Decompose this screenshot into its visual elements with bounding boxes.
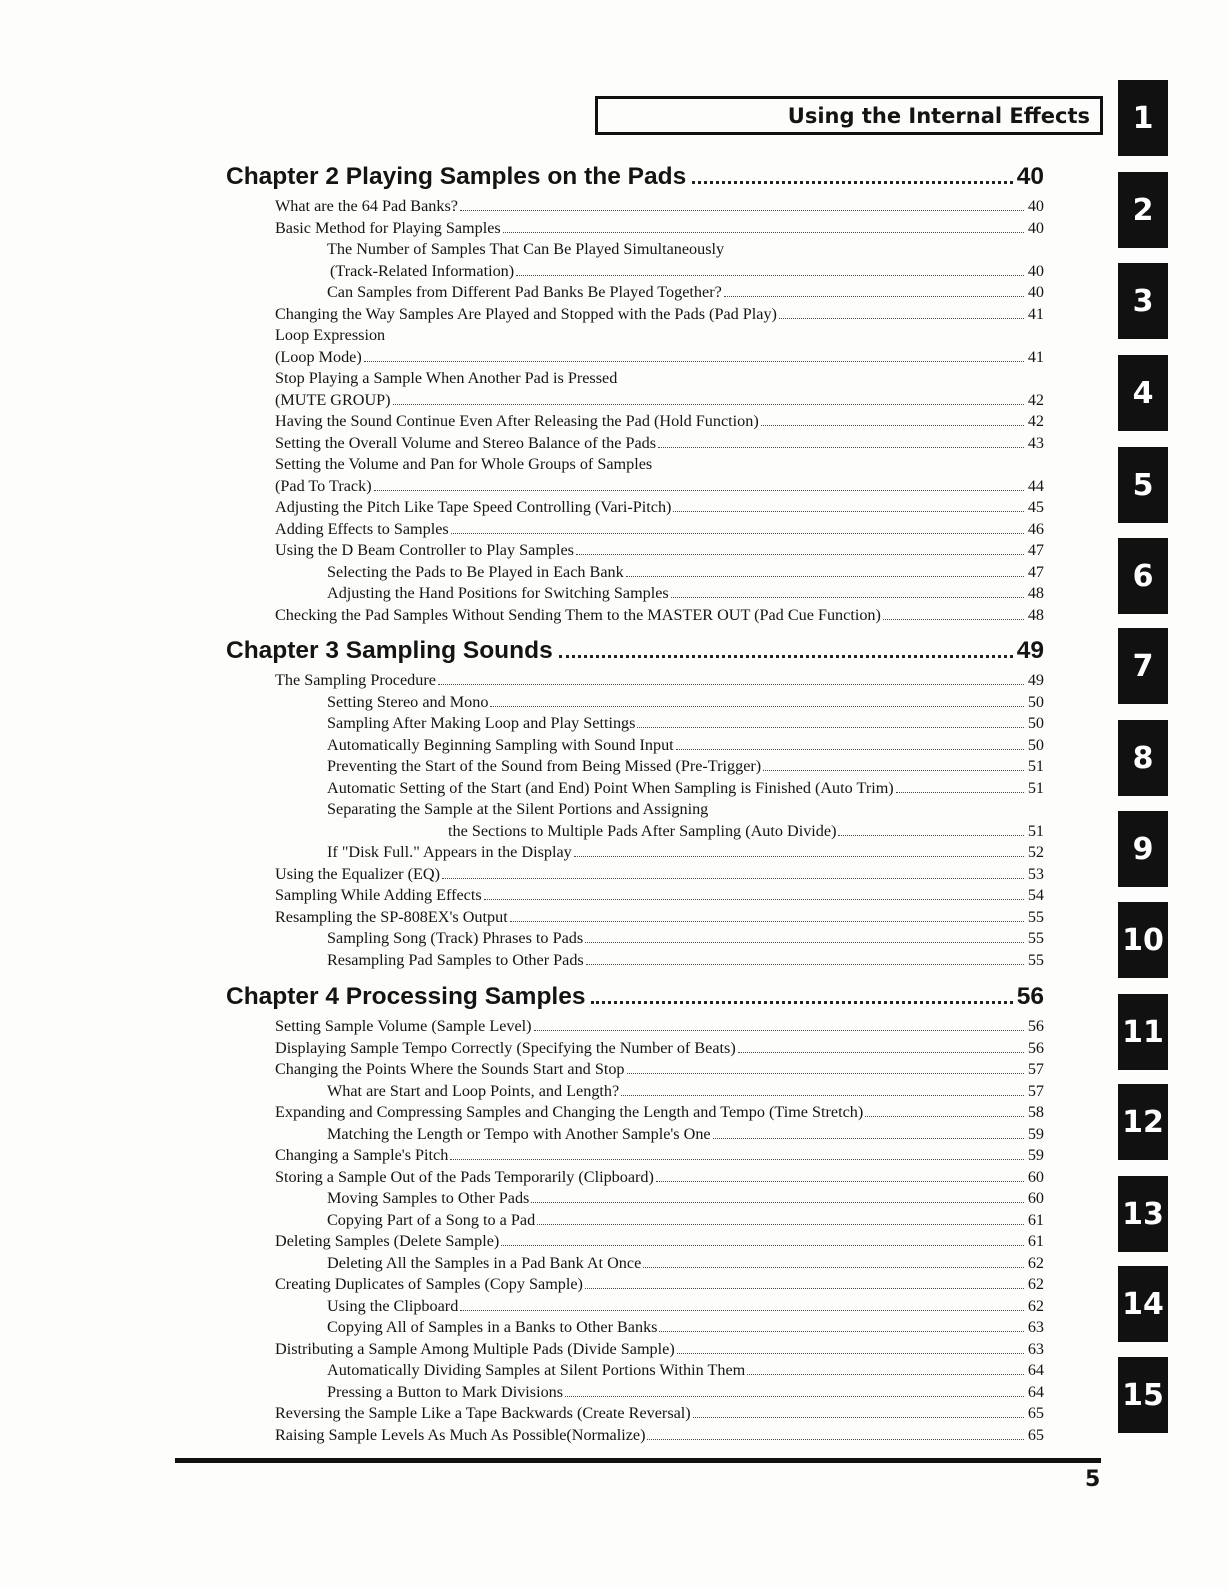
toc-entry-page: 62 — [1027, 1296, 1044, 1315]
toc-entry-text: (MUTE GROUP) — [275, 390, 391, 409]
toc-entry-text: Adjusting the Hand Positions for Switching Samples — [327, 584, 669, 602]
toc-entry-page: 47 — [1027, 541, 1044, 559]
dot-leader — [643, 1267, 1024, 1268]
toc-entry-list — [226, 196, 1044, 626]
toc-entry-text: Deleting All the Samples in a Pad Bank At Once — [327, 1253, 642, 1272]
toc-entry-page: 62 — [1027, 1275, 1044, 1293]
chapter-tab-9: 9 — [1118, 811, 1168, 887]
toc-entry-text: Changing a Sample's Pitch — [275, 1146, 449, 1164]
toc-entry[interactable] — [226, 1339, 1044, 1361]
toc-entry-text: Reversing the Sample Like a Tape Backwards (Create Reversal) — [275, 1404, 691, 1422]
dot-leader — [451, 533, 1024, 534]
toc-entry-page: 60 — [1027, 1189, 1044, 1207]
toc-entry-text: Raising Sample Levels As Much As Possible(Normalize) — [275, 1425, 646, 1444]
chapter-heading-title: Chapter 2 Playing Samples on the Pads — [226, 163, 687, 190]
dot-leader — [364, 361, 1024, 362]
dot-leader — [503, 232, 1024, 233]
toc-entry[interactable] — [226, 540, 1044, 562]
toc-entry[interactable] — [226, 1317, 1044, 1339]
dot-leader — [450, 1159, 1024, 1160]
dot-leader — [585, 1288, 1024, 1289]
toc-entry[interactable] — [226, 842, 1044, 864]
toc-entry-text: Preventing the Start of the Sound from Being Missed (Pre-Trigger) — [327, 757, 762, 775]
toc-entry-page: 57 — [1027, 1081, 1044, 1100]
toc-entry[interactable] — [226, 1253, 1044, 1275]
toc-entry[interactable] — [226, 1274, 1044, 1296]
chapter-tab-1: 1 — [1118, 80, 1168, 156]
toc-entry[interactable] — [226, 1081, 1044, 1103]
toc-entry-text: Checking the Pad Samples Without Sending Them to the MASTER OUT (Pad Cue Function) — [275, 605, 881, 624]
toc-entry-text: Copying Part of a Song to a Pad — [327, 1210, 536, 1229]
toc-entry-page: 48 — [1027, 584, 1044, 602]
toc-entry-text: The Number of Samples That Can Be Played Simultaneously — [327, 240, 725, 258]
toc-entry-page: 57 — [1027, 1060, 1044, 1078]
toc-entry-text: Can Samples from Different Pad Banks Be Played Together? — [327, 283, 722, 301]
toc-entry-page: 61 — [1027, 1232, 1044, 1250]
chapter-tab-3: 3 — [1118, 263, 1168, 339]
toc-entry-page: 56 — [1027, 1038, 1044, 1057]
chapter-tab-13: 13 — [1118, 1176, 1168, 1252]
dot-leader — [565, 1396, 1024, 1397]
toc-entry-page: 46 — [1027, 519, 1044, 538]
toc-entry-page: 45 — [1027, 498, 1044, 516]
toc-entry[interactable] — [226, 1425, 1044, 1447]
toc-entry[interactable] — [226, 1167, 1044, 1189]
section-header-title: Using the Internal Effects — [787, 103, 1090, 128]
toc-entry-text: Adding Effects to Samples — [275, 519, 449, 538]
toc-entry-page: 40 — [1027, 197, 1044, 215]
chapter-tab-14: 14 — [1118, 1266, 1168, 1342]
toc-chapter — [226, 634, 1044, 971]
toc-entry-text: What are the 64 Pad Banks? — [275, 197, 458, 215]
dot-leader — [484, 899, 1024, 900]
toc-chapter — [226, 980, 1044, 1446]
dot-leader — [763, 770, 1024, 771]
toc-entry[interactable] — [226, 1145, 1044, 1167]
toc-entry-text: Using the D Beam Controller to Play Samples — [275, 541, 574, 559]
toc-entry-text: Automatic Setting of the Start (and End) Point When Sampling is Finished (Auto Trim) — [327, 778, 894, 797]
toc-entry[interactable] — [226, 907, 1044, 929]
dot-leader — [659, 1331, 1024, 1332]
toc-entry-text: Selecting the Pads to Be Played in Each Bank — [327, 562, 624, 581]
toc-entry-text: Copying All of Samples in a Banks to Other Banks — [327, 1318, 658, 1336]
chapter-heading[interactable] — [226, 634, 1044, 668]
toc-entry[interactable] — [226, 1403, 1044, 1425]
toc-entry-page: 50 — [1027, 692, 1044, 711]
toc-entry[interactable] — [226, 864, 1044, 886]
toc-entry-page: 51 — [1027, 821, 1044, 840]
dot-leader — [460, 1310, 1024, 1311]
toc-entry-text: Sampling While Adding Effects — [275, 886, 482, 904]
dot-leader — [586, 964, 1024, 965]
toc-entry[interactable] — [226, 1382, 1044, 1404]
toc-entry-page: 59 — [1027, 1124, 1044, 1143]
toc-entry-text: Separating the Sample at the Silent Portions and Assigning — [327, 800, 709, 818]
toc-entry-text: Changing the Points Where the Sounds Start and Stop — [275, 1060, 625, 1078]
chapter-tab-8: 8 — [1118, 720, 1168, 796]
toc-entry-page: 62 — [1027, 1253, 1044, 1272]
toc-entry[interactable] — [226, 196, 1044, 218]
footer-rule — [175, 1458, 1101, 1463]
toc-entry-text: Matching the Length or Tempo with Another Sample's One — [327, 1124, 711, 1143]
chapter-page-number: 40 — [1016, 163, 1044, 190]
toc-entry-page: 64 — [1027, 1382, 1044, 1401]
toc-entry[interactable] — [226, 476, 1044, 498]
toc-entry-page: 41 — [1027, 304, 1044, 323]
toc-entry-text: Automatically Beginning Sampling with Sound Input — [327, 735, 674, 754]
toc-entry[interactable] — [226, 1188, 1044, 1210]
toc-entry[interactable] — [226, 713, 1044, 735]
toc-entry-page: 65 — [1027, 1425, 1044, 1444]
toc-entry[interactable] — [226, 670, 1044, 692]
dot-leader — [374, 490, 1024, 491]
dot-leader — [438, 684, 1024, 685]
dot-leader — [676, 749, 1024, 750]
toc-entry-page: 65 — [1027, 1404, 1044, 1422]
toc-entry[interactable] — [226, 368, 1044, 390]
toc-entry[interactable] — [226, 1016, 1044, 1038]
toc-entry[interactable] — [226, 1296, 1044, 1318]
dot-leader — [460, 210, 1024, 211]
dot-leader — [637, 727, 1024, 728]
toc-entry-text: Setting Sample Volume (Sample Level) — [275, 1017, 532, 1035]
toc-entry-text: Basic Method for Playing Samples — [275, 218, 501, 237]
dot-leader — [883, 619, 1024, 620]
toc-chapter — [226, 160, 1044, 626]
toc-entry-text: Resampling Pad Samples to Other Pads — [327, 950, 584, 969]
toc-entry[interactable] — [226, 1059, 1044, 1081]
toc-entry-page: 54 — [1027, 886, 1044, 904]
dot-leader — [501, 1245, 1024, 1246]
chapter-heading[interactable] — [226, 160, 1044, 194]
chapter-tab-10: 10 — [1118, 902, 1168, 978]
toc-entry-text: Changing the Way Samples Are Played and Stopped with the Pads (Pad Play) — [275, 304, 777, 323]
dot-leader — [656, 1181, 1024, 1182]
toc-entry-page: 40 — [1027, 283, 1044, 301]
toc-entry[interactable] — [226, 735, 1044, 757]
toc-entry-text: Adjusting the Pitch Like Tape Speed Controlling (Vari-Pitch) — [275, 498, 672, 516]
toc-entry-text: Resampling the SP-808EX's Output — [275, 907, 508, 926]
dot-leader — [442, 878, 1024, 879]
section-header — [595, 96, 1103, 135]
toc-entry[interactable] — [226, 821, 1044, 843]
toc-entry-page: 50 — [1027, 735, 1044, 754]
chapter-tab-4: 4 — [1118, 355, 1168, 431]
dot-leader — [738, 1052, 1024, 1053]
toc-entry-text: The Sampling Procedure — [275, 671, 436, 689]
toc-entry[interactable] — [226, 928, 1044, 950]
toc-entry[interactable] — [226, 1231, 1044, 1253]
toc-entry[interactable] — [226, 583, 1044, 605]
dot-leader — [677, 1353, 1024, 1354]
toc-entry-page: 50 — [1027, 714, 1044, 732]
dot-leader — [591, 1001, 1012, 1004]
toc-entry-page: 56 — [1027, 1017, 1044, 1035]
toc-entry[interactable] — [226, 454, 1044, 476]
toc-entry-page: 58 — [1027, 1103, 1044, 1121]
dot-leader — [671, 597, 1024, 598]
toc-entry[interactable] — [226, 390, 1044, 412]
toc-entry[interactable] — [226, 1360, 1044, 1382]
toc-entry-text: Setting Stereo and Mono — [327, 692, 489, 711]
dot-leader — [559, 655, 1013, 658]
chapter-heading-title: Chapter 3 Sampling Sounds — [226, 637, 553, 664]
chapter-tab-7: 7 — [1118, 628, 1168, 704]
dot-leader — [621, 1095, 1024, 1096]
toc-entry[interactable] — [226, 282, 1044, 304]
toc-entry-page: 63 — [1027, 1318, 1044, 1336]
toc-entry[interactable] — [226, 799, 1044, 821]
dot-leader — [510, 921, 1024, 922]
toc-entry[interactable] — [226, 433, 1044, 455]
toc-entry-text: (Track-Related Information) — [330, 261, 515, 280]
toc-entry[interactable] — [226, 497, 1044, 519]
toc-entry[interactable] — [226, 885, 1044, 907]
toc-entry-text: Distributing a Sample Among Multiple Pads (Divide Sample) — [275, 1339, 675, 1358]
page-number: 5 — [1085, 1467, 1101, 1492]
chapter-heading[interactable] — [226, 980, 1044, 1014]
dot-leader — [865, 1116, 1024, 1117]
toc-entry-page: 40 — [1027, 218, 1044, 237]
toc-entry-page: 61 — [1027, 1210, 1044, 1229]
toc-entry-text: Stop Playing a Sample When Another Pad is Pressed — [275, 369, 618, 387]
toc-entry-page: 52 — [1027, 843, 1044, 861]
toc-entry-text: Setting the Volume and Pan for Whole Groups of Samples — [275, 455, 653, 473]
dot-leader — [647, 1439, 1024, 1440]
dot-leader — [673, 511, 1024, 512]
toc-entry[interactable] — [226, 239, 1044, 261]
toc-entry[interactable] — [226, 304, 1044, 326]
toc-entry-text: Setting the Overall Volume and Stereo Balance of the Pads — [275, 433, 657, 452]
chapter-page-number: 49 — [1016, 637, 1044, 664]
toc-entry[interactable] — [226, 411, 1044, 433]
toc-entry[interactable] — [226, 347, 1044, 369]
toc-entry-page: 42 — [1027, 412, 1044, 430]
toc-entry-page: 59 — [1027, 1146, 1044, 1164]
chapter-tab-15: 15 — [1118, 1357, 1168, 1433]
toc-entry-text: Pressing a Button to Mark Divisions — [327, 1382, 564, 1401]
toc-entry[interactable] — [226, 692, 1044, 714]
toc-entry-text: Storing a Sample Out of the Pads Temporarily (Clipboard) — [275, 1167, 654, 1186]
dot-leader — [627, 1073, 1024, 1074]
toc-entry[interactable] — [226, 605, 1044, 627]
dot-leader — [516, 275, 1024, 276]
toc-entry-text: Sampling After Making Loop and Play Settings — [327, 714, 636, 732]
dot-leader — [585, 942, 1024, 943]
toc-entry-text: the Sections to Multiple Pads After Sampling (Auto Divide) — [448, 821, 837, 840]
toc-entry[interactable] — [226, 562, 1044, 584]
dot-leader — [393, 404, 1024, 405]
dot-leader — [747, 1374, 1024, 1375]
toc-entry-page: 44 — [1027, 476, 1044, 495]
toc-entry-page: 51 — [1027, 778, 1044, 797]
toc-entry-text: Expanding and Compressing Samples and Changing the Length and Tempo (Time Stretch) — [275, 1103, 864, 1121]
toc-entry-page: 55 — [1027, 929, 1044, 947]
toc-entry[interactable] — [226, 1210, 1044, 1232]
dot-leader — [724, 296, 1024, 297]
toc-entry-page: 60 — [1027, 1167, 1044, 1186]
toc-entry-page: 42 — [1027, 390, 1044, 409]
toc-entry[interactable] — [226, 1038, 1044, 1060]
chapter-tab-12: 12 — [1118, 1084, 1168, 1160]
toc-entry-page: 41 — [1027, 347, 1044, 366]
dot-leader — [896, 792, 1024, 793]
toc-entry-page: 55 — [1027, 950, 1044, 969]
toc-entry-list — [226, 1016, 1044, 1446]
toc-entry-text: Moving Samples to Other Pads — [327, 1189, 530, 1207]
toc-entry-page: 40 — [1027, 261, 1044, 280]
toc-entry[interactable] — [226, 1124, 1044, 1146]
toc-entry-page: 47 — [1027, 562, 1044, 581]
toc-entry[interactable] — [226, 1102, 1044, 1124]
toc-entry-text: (Loop Mode) — [275, 347, 362, 366]
chapter-heading-title: Chapter 4 Processing Samples — [226, 983, 586, 1010]
dot-leader — [658, 447, 1024, 448]
toc-entry-text: Deleting Samples (Delete Sample) — [275, 1232, 500, 1250]
dot-leader — [531, 1202, 1024, 1203]
dot-leader — [574, 856, 1024, 857]
toc-entry-page: 63 — [1027, 1339, 1044, 1358]
chapter-tab-5: 5 — [1118, 447, 1168, 523]
chapter-tab-2: 2 — [1118, 172, 1168, 248]
toc-entry-page: 51 — [1027, 757, 1044, 775]
dot-leader — [693, 1417, 1024, 1418]
toc-entry-text: What are Start and Loop Points, and Length? — [327, 1081, 620, 1100]
toc-entry[interactable] — [226, 950, 1044, 972]
toc-entry-page: 64 — [1027, 1361, 1044, 1379]
toc-entry-page: 49 — [1027, 671, 1044, 689]
toc-entry-page: 43 — [1027, 433, 1044, 452]
dot-leader — [692, 181, 1013, 184]
toc-entry-text: (Pad To Track) — [275, 476, 372, 495]
chapter-page-number: 56 — [1016, 983, 1044, 1010]
dot-leader — [537, 1224, 1024, 1225]
toc-entry[interactable] — [226, 778, 1044, 800]
toc-entry[interactable] — [226, 325, 1044, 347]
toc-entry[interactable] — [226, 756, 1044, 778]
dot-leader — [838, 835, 1024, 836]
toc-entry[interactable] — [226, 519, 1044, 541]
dot-leader — [761, 425, 1024, 426]
toc-entry[interactable] — [226, 218, 1044, 240]
toc-entry-text: Creating Duplicates of Samples (Copy Sample) — [275, 1275, 583, 1293]
toc-entry-text: Displaying Sample Tempo Correctly (Specifying the Number of Beats) — [275, 1038, 736, 1057]
toc-entry-text: Sampling Song (Track) Phrases to Pads — [327, 929, 584, 947]
toc-entry-text: Having the Sound Continue Even After Releasing the Pad (Hold Function) — [275, 412, 759, 430]
dot-leader — [576, 554, 1024, 555]
toc-entry-text: If "Disk Full." Appears in the Display — [327, 843, 572, 861]
chapter-tab-6: 6 — [1118, 538, 1168, 614]
dot-leader — [626, 576, 1024, 577]
toc-entry-list — [226, 670, 1044, 971]
dot-leader — [534, 1030, 1024, 1031]
toc-entry-page: 48 — [1027, 605, 1044, 624]
toc-entry-text: Automatically Dividing Samples at Silent Portions Within Them — [327, 1361, 746, 1379]
dot-leader — [713, 1138, 1024, 1139]
toc-entry[interactable] — [226, 261, 1044, 283]
toc-entry-page: 55 — [1027, 907, 1044, 926]
toc-entry-text: Loop Expression — [275, 326, 386, 344]
toc-entry-page: 53 — [1027, 864, 1044, 883]
toc-entry-text: Using the Clipboard — [327, 1296, 459, 1315]
dot-leader — [779, 318, 1024, 319]
chapter-tab-11: 11 — [1118, 994, 1168, 1070]
dot-leader — [490, 706, 1024, 707]
toc-entry-text: Using the Equalizer (EQ) — [275, 864, 440, 883]
